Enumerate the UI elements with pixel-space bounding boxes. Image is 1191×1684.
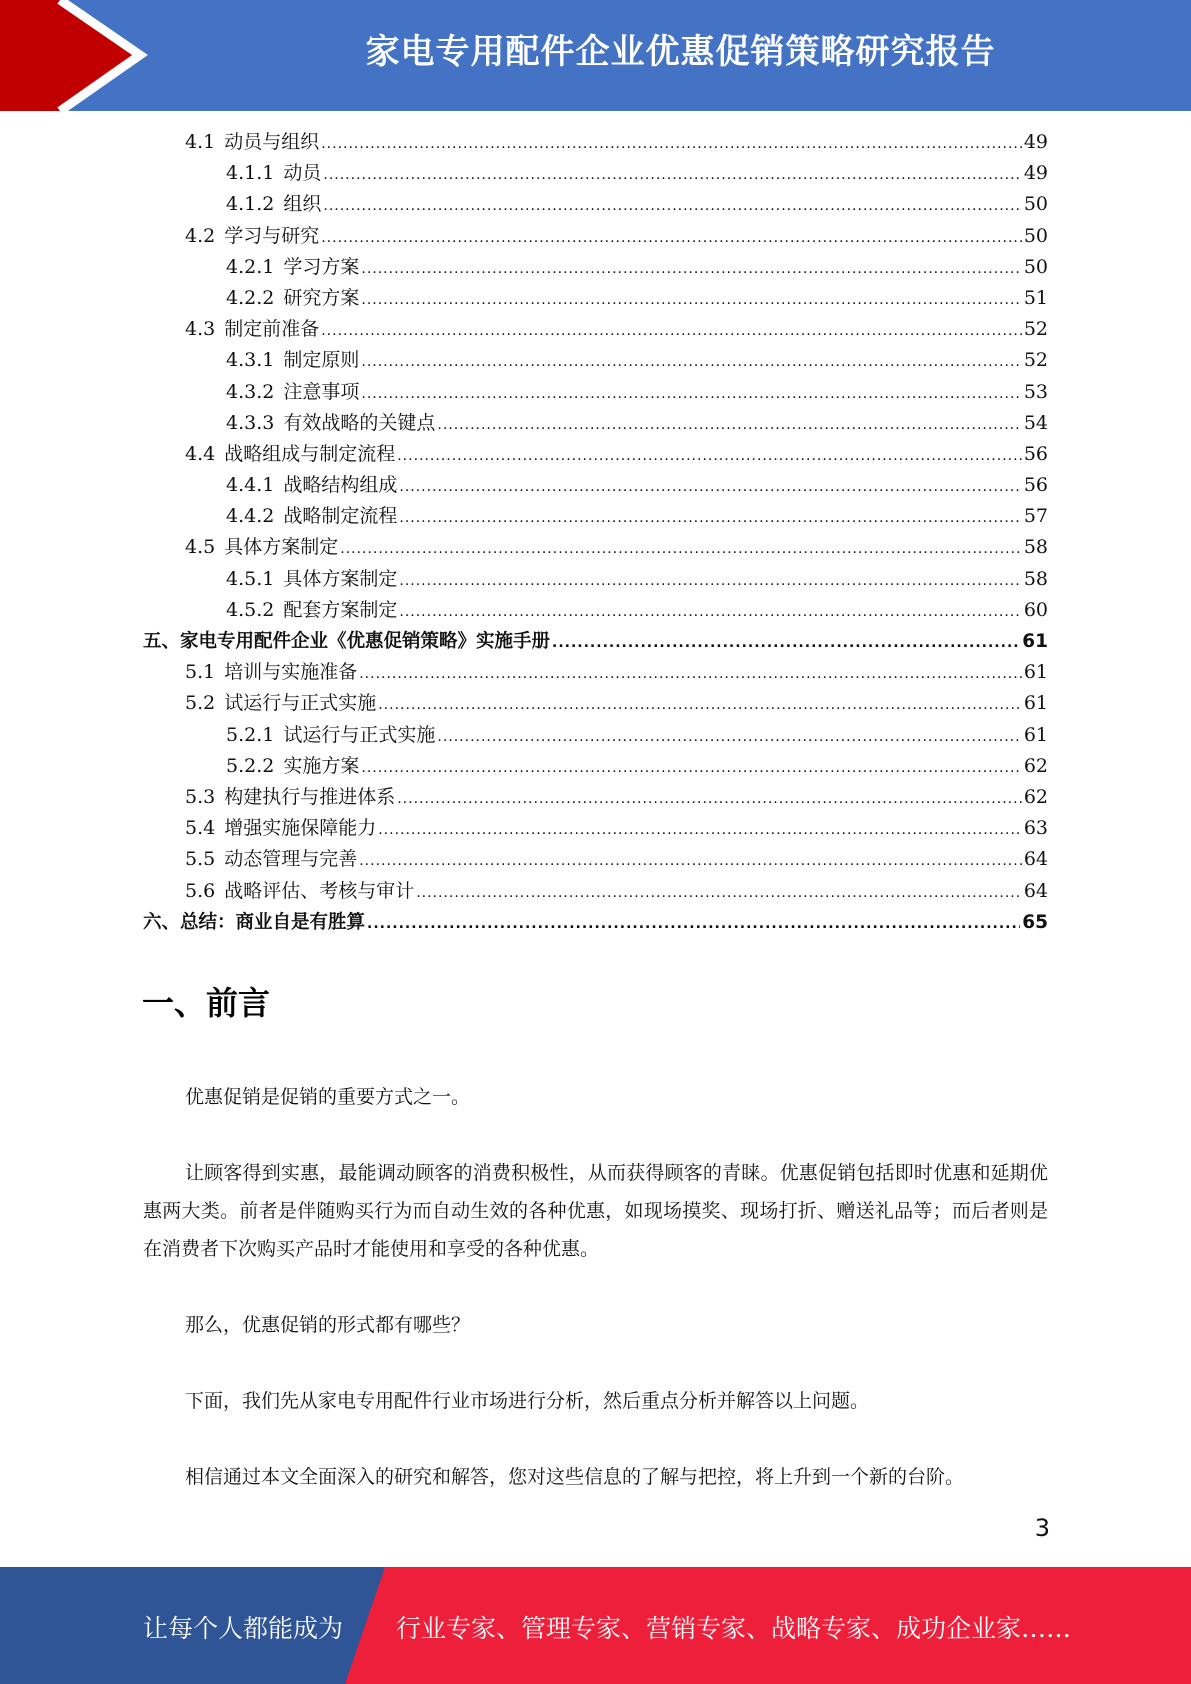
toc-entry-page: 58 bbox=[1023, 567, 1048, 590]
toc-dot-leader bbox=[399, 472, 1021, 503]
toc-entry-page: 50 bbox=[1023, 255, 1048, 278]
page-header bbox=[0, 0, 1191, 111]
toc-entry[interactable] bbox=[143, 221, 1048, 252]
toc-entry-page: 61 bbox=[1022, 631, 1048, 652]
page-footer bbox=[0, 1567, 1191, 1684]
table-of-contents bbox=[143, 127, 1048, 938]
toc-entry-page: 49 bbox=[1023, 131, 1048, 153]
toc-dot-leader bbox=[321, 223, 1022, 254]
toc-entry-number: 4.2.2 bbox=[226, 286, 275, 309]
toc-dot-leader bbox=[378, 815, 1022, 846]
toc-dot-leader bbox=[361, 347, 1021, 378]
toc-entry[interactable] bbox=[143, 876, 1048, 907]
toc-entry-number: 4.1.2 bbox=[226, 193, 275, 216]
toc-entry[interactable] bbox=[143, 252, 1048, 283]
toc-entry-title: 制定原则 bbox=[283, 349, 360, 372]
toc-entry[interactable] bbox=[143, 532, 1048, 563]
toc-entry-number: 4.3.3 bbox=[226, 411, 275, 434]
toc-entry[interactable] bbox=[143, 720, 1048, 751]
toc-entry[interactable] bbox=[143, 408, 1048, 439]
toc-entry-title: 试运行与正式实施 bbox=[283, 723, 436, 746]
toc-entry-page: 61 bbox=[1023, 723, 1048, 746]
toc-dot-leader bbox=[437, 410, 1021, 441]
toc-entry-page: 50 bbox=[1023, 193, 1048, 216]
toc-entry-page: 57 bbox=[1023, 505, 1048, 528]
toc-entry-number: 4.1.1 bbox=[226, 162, 275, 185]
toc-entry-title: 五、家电专用配件企业《优惠促销策略》实施手册 bbox=[143, 631, 551, 652]
toc-entry-number: 5.2 bbox=[185, 692, 216, 715]
toc-dot-leader bbox=[399, 597, 1021, 628]
toc-entry[interactable] bbox=[143, 813, 1048, 844]
toc-entry-title: 战略组成与制定流程 bbox=[224, 442, 396, 465]
toc-entry-title: 研究方案 bbox=[283, 286, 360, 309]
toc-entry-page: 50 bbox=[1023, 224, 1048, 247]
toc-dot-leader bbox=[359, 846, 1022, 877]
toc-entry-number: 4.3 bbox=[185, 318, 216, 341]
toc-entry-number: 5.2.1 bbox=[226, 723, 275, 746]
toc-entry[interactable] bbox=[143, 377, 1048, 408]
toc-dot-leader bbox=[552, 628, 1020, 659]
toc-entry-page: 62 bbox=[1023, 754, 1048, 777]
toc-entry-title: 动员 bbox=[283, 162, 322, 185]
toc-entry[interactable] bbox=[143, 595, 1048, 626]
toc-entry[interactable] bbox=[143, 844, 1048, 875]
toc-entry-number: 5.2.2 bbox=[226, 754, 275, 777]
toc-entry-page: 64 bbox=[1023, 879, 1048, 902]
paragraph: 相信通过本文全面深入的研究和解答，您对这些信息的了解与把控，将上升到一个新的台阶。 bbox=[185, 1466, 965, 1488]
toc-entry-page: 61 bbox=[1023, 692, 1048, 715]
toc-entry-title: 培训与实施准备 bbox=[224, 661, 358, 684]
toc-entry-number: 4.4.2 bbox=[226, 505, 275, 528]
section-heading: 一、前言 bbox=[142, 984, 271, 1022]
toc-dot-leader bbox=[397, 441, 1022, 472]
toc-entry-title: 学习与研究 bbox=[224, 224, 320, 247]
toc-dot-leader bbox=[323, 160, 1021, 191]
toc-entry-number: 5.4 bbox=[185, 817, 216, 840]
toc-entry[interactable] bbox=[143, 501, 1048, 532]
toc-entry-title: 六、总结：商业自是有胜算 bbox=[143, 911, 366, 933]
toc-dot-leader bbox=[359, 659, 1022, 690]
toc-entry-title: 动态管理与完善 bbox=[224, 848, 358, 871]
section-body bbox=[143, 1078, 1048, 1496]
toc-dot-leader bbox=[361, 379, 1021, 410]
paragraph: 优惠促销是促销的重要方式之一。 bbox=[185, 1086, 471, 1108]
toc-entry-number: 5.5 bbox=[185, 848, 216, 871]
toc-entry[interactable] bbox=[143, 564, 1048, 595]
toc-dot-leader bbox=[361, 753, 1021, 784]
toc-entry-page: 61 bbox=[1023, 661, 1048, 684]
toc-entry-title: 制定前准备 bbox=[224, 318, 320, 341]
toc-dot-leader bbox=[361, 285, 1021, 316]
toc-dot-leader bbox=[321, 129, 1022, 160]
toc-entry-title: 实施方案 bbox=[283, 754, 360, 777]
toc-entry-number: 4.1 bbox=[185, 131, 216, 153]
toc-entry-page: 56 bbox=[1023, 442, 1048, 465]
toc-entry-number: 5.6 bbox=[185, 879, 216, 902]
toc-entry[interactable] bbox=[143, 470, 1048, 501]
toc-entry-number: 4.5 bbox=[185, 536, 216, 559]
toc-entry-title: 具体方案制定 bbox=[224, 536, 339, 559]
toc-dot-leader bbox=[340, 534, 1022, 565]
header-title: 家电专用配件企业优惠促销策略研究报告 bbox=[365, 32, 996, 72]
toc-entry-page: 63 bbox=[1023, 817, 1048, 840]
toc-entry-title: 具体方案制定 bbox=[283, 567, 398, 590]
toc-entry-number: 5.1 bbox=[185, 661, 216, 684]
paragraph: 下面，我们先从家电专用配件行业市场进行分析，然后重点分析并解答以上问题。 bbox=[185, 1390, 870, 1412]
toc-entry[interactable] bbox=[143, 439, 1048, 470]
toc-entry-number: 4.3.1 bbox=[226, 349, 275, 372]
toc-entry[interactable] bbox=[143, 283, 1048, 314]
toc-entry-page: 64 bbox=[1023, 848, 1048, 871]
toc-dot-leader bbox=[321, 316, 1022, 347]
toc-entry[interactable] bbox=[143, 626, 1048, 657]
toc-dot-leader bbox=[323, 191, 1021, 222]
toc-entry-title: 战略结构组成 bbox=[283, 474, 398, 497]
toc-dot-leader bbox=[367, 909, 1020, 940]
toc-entry-page: 58 bbox=[1023, 536, 1048, 559]
toc-entry-title: 战略制定流程 bbox=[283, 505, 398, 528]
toc-entry[interactable] bbox=[143, 314, 1048, 345]
toc-dot-leader bbox=[399, 566, 1021, 597]
toc-entry[interactable] bbox=[143, 127, 1048, 158]
toc-entry-title: 配套方案制定 bbox=[283, 598, 398, 621]
toc-entry-title: 组织 bbox=[283, 193, 322, 216]
toc-entry-page: 54 bbox=[1023, 411, 1048, 434]
paragraph: 让顾客得到实惠，最能调动顾客的消费积极性，从而获得顾客的青睐。优惠促销包括即时优惠和延期优惠两大类。前者是伴随购买行为而自动生效的各种优惠，如现场摸奖、现场打折、赠送礼品等；而后者则是在消费者下次购买产品时才能使用和享受的各种优惠。 bbox=[143, 1162, 1048, 1260]
toc-entry-number: 4.2 bbox=[185, 224, 216, 247]
toc-entry[interactable] bbox=[143, 751, 1048, 782]
toc-entry-number: 4.4.1 bbox=[226, 474, 275, 497]
footer-slogan-left: 让每个人都能成为 bbox=[143, 1614, 344, 1643]
toc-dot-leader bbox=[397, 784, 1022, 815]
toc-entry-page: 52 bbox=[1023, 318, 1048, 341]
toc-entry[interactable] bbox=[143, 345, 1048, 376]
page-number: 3 bbox=[1034, 1514, 1050, 1542]
toc-entry-number: 4.4 bbox=[185, 442, 216, 465]
toc-entry[interactable] bbox=[143, 688, 1048, 719]
toc-entry[interactable] bbox=[143, 189, 1048, 220]
toc-entry-page: 51 bbox=[1023, 286, 1048, 309]
toc-entry-number: 4.2.1 bbox=[226, 255, 275, 278]
toc-entry[interactable] bbox=[143, 158, 1048, 189]
toc-entry-number: 4.5.2 bbox=[226, 598, 275, 621]
toc-entry-title: 学习方案 bbox=[283, 255, 360, 278]
toc-entry-page: 62 bbox=[1023, 785, 1048, 808]
toc-dot-leader bbox=[416, 878, 1022, 909]
toc-entry-title: 动员与组织 bbox=[224, 131, 320, 153]
toc-entry-number: 4.3.2 bbox=[226, 380, 275, 403]
toc-entry-title: 战略评估、考核与审计 bbox=[224, 879, 415, 902]
paragraph: 那么，优惠促销的形式都有哪些？ bbox=[185, 1314, 471, 1336]
toc-entry-title: 注意事项 bbox=[283, 380, 360, 403]
toc-entry-page: 53 bbox=[1023, 380, 1048, 403]
toc-entry-title: 增强实施保障能力 bbox=[224, 817, 377, 840]
toc-entry-page: 52 bbox=[1023, 349, 1048, 372]
toc-entry-title: 试运行与正式实施 bbox=[224, 692, 377, 715]
toc-entry-title: 有效战略的关键点 bbox=[283, 411, 436, 434]
toc-entry-page: 56 bbox=[1023, 474, 1048, 497]
toc-dot-leader bbox=[399, 503, 1021, 534]
toc-entry[interactable] bbox=[143, 657, 1048, 688]
toc-entry-page: 65 bbox=[1022, 911, 1048, 933]
toc-entry-number: 5.3 bbox=[185, 785, 216, 808]
toc-entry[interactable] bbox=[143, 907, 1048, 938]
footer-slogan-right: 行业专家、管理专家、营销专家、战略专家、成功企业家…… bbox=[396, 1614, 1072, 1643]
toc-dot-leader bbox=[361, 254, 1021, 285]
toc-entry[interactable] bbox=[143, 782, 1048, 813]
toc-entry-page: 49 bbox=[1023, 162, 1048, 185]
toc-entry-number: 4.5.1 bbox=[226, 567, 275, 590]
toc-entry-title: 构建执行与推进体系 bbox=[224, 785, 396, 808]
toc-dot-leader bbox=[378, 690, 1022, 721]
toc-dot-leader bbox=[437, 722, 1021, 753]
toc-entry-page: 60 bbox=[1023, 598, 1048, 621]
